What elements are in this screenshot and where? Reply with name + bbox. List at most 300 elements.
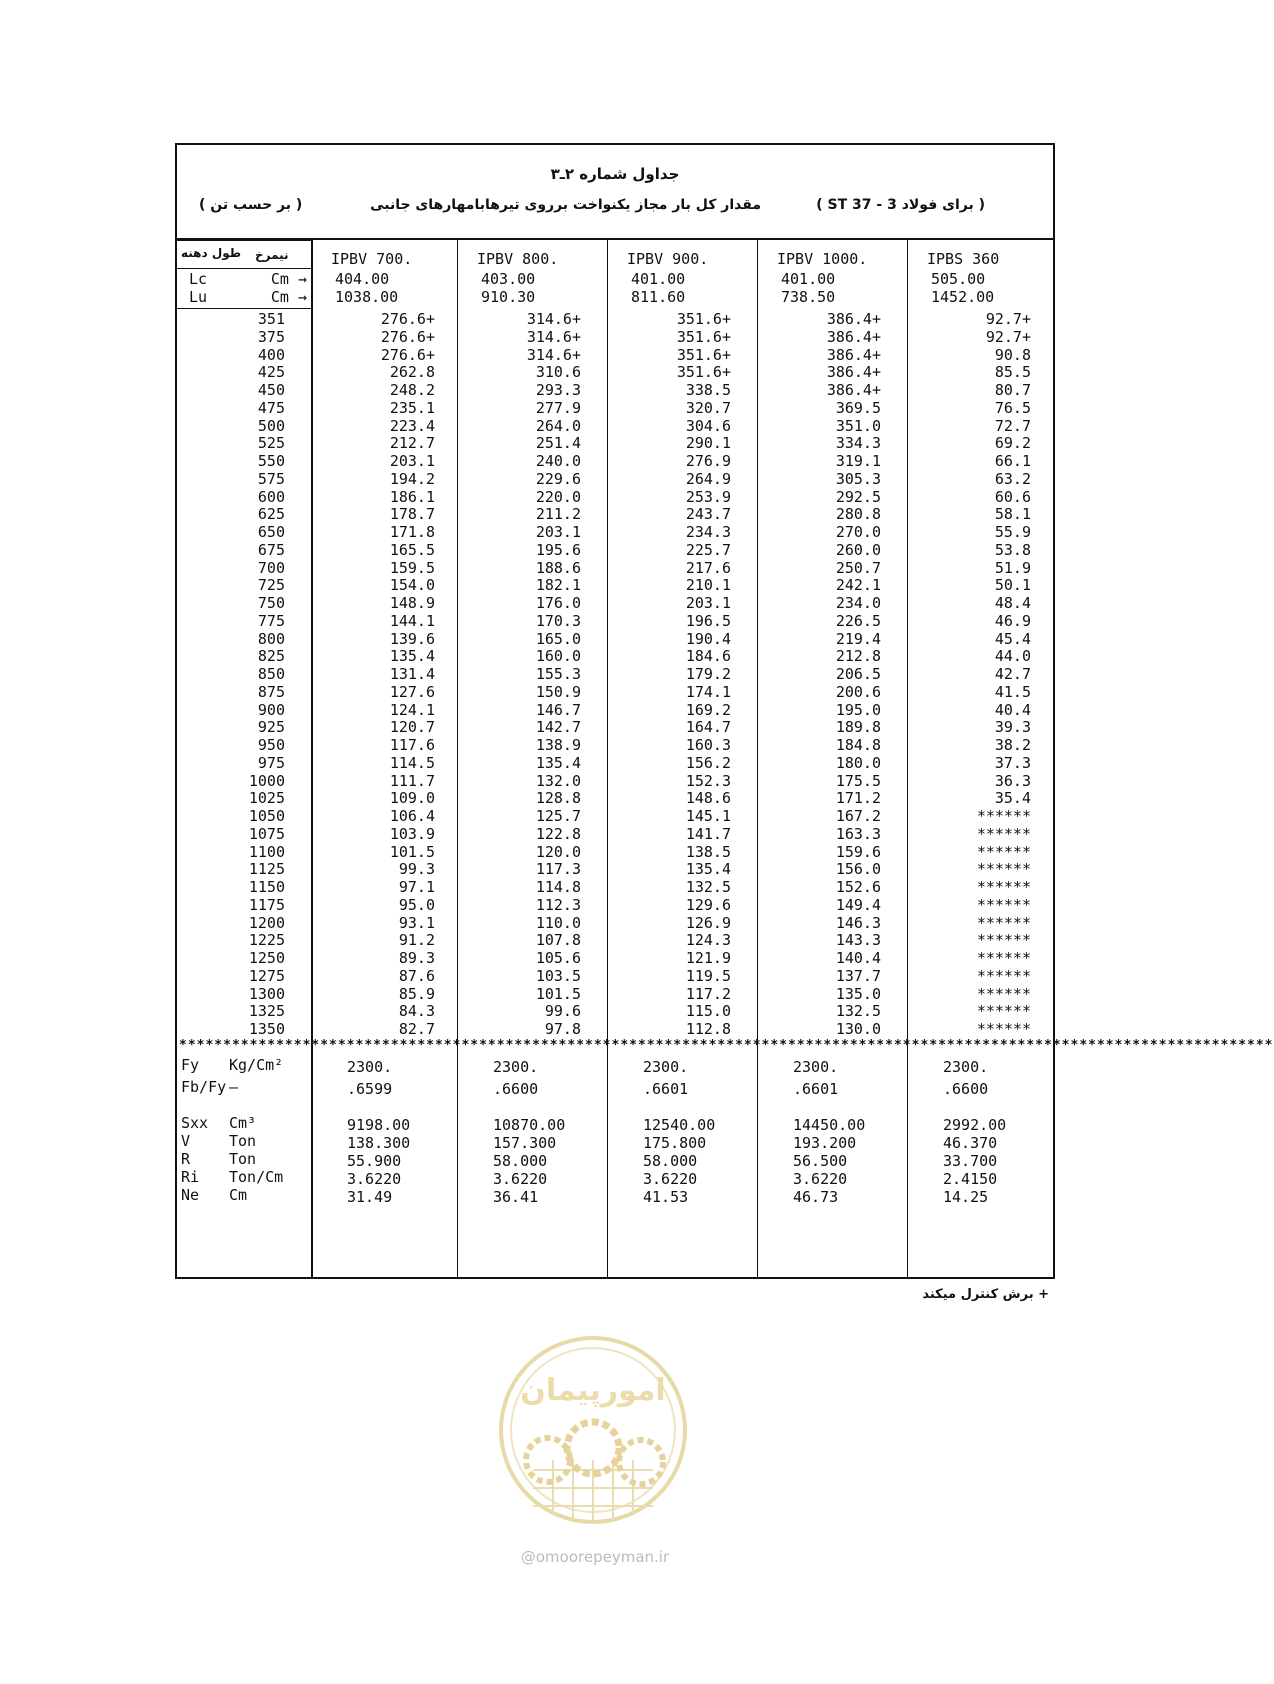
table-cell: 48.4 bbox=[994, 594, 1031, 612]
table-cell: 85.9 bbox=[398, 984, 435, 1003]
table-cell: 40.4 bbox=[994, 700, 1031, 719]
table-cell: 229.6 bbox=[535, 469, 581, 488]
table-cell: 310.6 bbox=[535, 363, 581, 382]
table-cell: 235.1 bbox=[389, 398, 435, 417]
table-cell: 146.7 bbox=[535, 700, 581, 719]
profile-label: نیمرخ bbox=[255, 248, 289, 262]
table-cell: 112.3 bbox=[535, 895, 581, 914]
table-cell: 243.7 bbox=[685, 505, 731, 524]
table-cell: 314.6+ bbox=[526, 345, 581, 364]
table-cell: 186.1 bbox=[389, 487, 435, 506]
span-length: 1000 bbox=[248, 771, 285, 790]
table-cell: 97.1 bbox=[398, 878, 435, 896]
table-cell: 84.3 bbox=[398, 1002, 435, 1021]
property-value: 3.6220 bbox=[793, 1169, 848, 1188]
table-cell: 160.0 bbox=[535, 647, 581, 666]
section-row-label: Lc bbox=[189, 270, 208, 288]
table-cell: 156.0 bbox=[835, 860, 881, 879]
lu-value: 811.60 bbox=[631, 288, 686, 306]
table-cell: 163.3 bbox=[835, 824, 881, 843]
table-cell: 276.6+ bbox=[380, 327, 435, 346]
lc-value: 401.00 bbox=[781, 270, 836, 288]
property-value: 55.900 bbox=[347, 1151, 402, 1170]
table-cell: 90.8 bbox=[994, 345, 1031, 364]
span-length: 650 bbox=[257, 523, 285, 541]
column-header: IPBV 900. bbox=[627, 250, 709, 268]
property-label: Sxx bbox=[181, 1113, 209, 1132]
table-cell: 58.1 bbox=[994, 505, 1031, 524]
property-value: .6601 bbox=[643, 1079, 689, 1098]
table-cell: 39.3 bbox=[994, 718, 1031, 737]
property-label: Ne bbox=[181, 1185, 200, 1204]
span-length: 975 bbox=[257, 753, 285, 772]
table-cell: ****** bbox=[976, 842, 1031, 861]
table-cell: 194.2 bbox=[389, 469, 435, 488]
load-table bbox=[177, 240, 1274, 1277]
table-cell: 142.7 bbox=[535, 718, 581, 737]
table-cell: 95.0 bbox=[398, 895, 435, 914]
property-value: 2992.00 bbox=[943, 1115, 1007, 1134]
table-cell: 99.6 bbox=[544, 1002, 581, 1021]
table-cell: 156.2 bbox=[685, 753, 731, 772]
property-unit: Ton/Cm bbox=[229, 1167, 284, 1186]
table-cell: 292.5 bbox=[835, 487, 881, 506]
table-cell: 240.0 bbox=[535, 452, 581, 470]
table-cell: 51.9 bbox=[994, 558, 1031, 577]
table-cell: 175.5 bbox=[835, 771, 881, 790]
table-cell: 195.0 bbox=[835, 700, 881, 719]
span-length: 425 bbox=[257, 363, 285, 382]
table-cell: ****** bbox=[976, 807, 1031, 825]
table-cell: 250.7 bbox=[835, 558, 881, 577]
lc-value: 505.00 bbox=[931, 270, 986, 288]
span-length-label: طول دهنه bbox=[181, 246, 242, 260]
table-cell: 386.4+ bbox=[826, 381, 881, 399]
property-value: 138.300 bbox=[347, 1133, 411, 1152]
divider bbox=[177, 268, 311, 269]
table-cell: 170.3 bbox=[535, 611, 581, 630]
divider bbox=[907, 240, 908, 1277]
table-cell: 351.6+ bbox=[676, 345, 731, 364]
table-cell: 319.1 bbox=[835, 452, 881, 470]
table-cell: 41.5 bbox=[994, 682, 1031, 701]
table-cell: 182.1 bbox=[535, 576, 581, 595]
table-title: جداول شماره ۲ـ۳ bbox=[550, 165, 680, 183]
table-cell: 140.4 bbox=[835, 949, 881, 967]
table-cell: ****** bbox=[976, 860, 1031, 879]
column-header: IPBV 800. bbox=[477, 250, 559, 268]
table-cell: 117.3 bbox=[535, 860, 581, 879]
table-cell: 220.0 bbox=[535, 487, 581, 506]
table-cell: 386.4+ bbox=[826, 310, 881, 328]
table-cell: 137.7 bbox=[835, 966, 881, 985]
lu-value: 1452.00 bbox=[931, 288, 995, 306]
table-cell: 304.6 bbox=[685, 416, 731, 435]
table-cell: 76.5 bbox=[994, 398, 1031, 417]
table-cell: 200.6 bbox=[835, 682, 881, 701]
table-cell: 195.6 bbox=[535, 540, 581, 559]
table-cell: 386.4+ bbox=[826, 363, 881, 382]
span-length: 1150 bbox=[248, 878, 285, 896]
svg-text:امورپیمان: امورپیمان bbox=[520, 1373, 666, 1408]
table-cell: 262.8 bbox=[389, 363, 435, 382]
table-cell: 188.6 bbox=[535, 558, 581, 577]
table-cell: 143.3 bbox=[835, 931, 881, 950]
table-cell: 138.9 bbox=[535, 736, 581, 754]
table-cell: 234.3 bbox=[685, 523, 731, 541]
table-cell: 92.7+ bbox=[985, 327, 1031, 346]
table-cell: 139.6 bbox=[389, 629, 435, 648]
shear-footnote: + برش کنترل میکند bbox=[922, 1287, 1049, 1302]
property-value: 2300. bbox=[643, 1057, 689, 1076]
section-row-unit: Cm → bbox=[270, 288, 307, 306]
table-cell: 334.3 bbox=[835, 434, 881, 453]
table-cell: 103.5 bbox=[535, 966, 581, 985]
table-cell: 212.8 bbox=[835, 647, 881, 666]
table-cell: 121.9 bbox=[685, 949, 731, 967]
table-cell: 146.3 bbox=[835, 913, 881, 932]
span-length: 1250 bbox=[248, 949, 285, 967]
table-cell: 171.8 bbox=[389, 523, 435, 541]
table-cell: 155.3 bbox=[535, 665, 581, 683]
span-length: 400 bbox=[257, 345, 285, 364]
table-cell: 42.7 bbox=[994, 665, 1031, 683]
property-label: Fb/Fy bbox=[181, 1077, 227, 1096]
span-length: 850 bbox=[257, 665, 285, 683]
span-length: 800 bbox=[257, 629, 285, 648]
table-cell: 351.6+ bbox=[676, 310, 731, 328]
table-cell: 106.4 bbox=[389, 807, 435, 825]
span-length: 351 bbox=[257, 310, 285, 328]
table-cell: ****** bbox=[976, 1002, 1031, 1021]
property-value: 2300. bbox=[793, 1057, 839, 1076]
span-length: 1300 bbox=[248, 984, 285, 1003]
span-length: 525 bbox=[257, 434, 285, 453]
table-cell: 135.4 bbox=[389, 647, 435, 666]
span-length: 725 bbox=[257, 576, 285, 595]
divider bbox=[607, 240, 608, 1277]
table-cell: 85.5 bbox=[994, 363, 1031, 382]
table-cell: 369.5 bbox=[835, 398, 881, 417]
property-value: 33.700 bbox=[943, 1151, 998, 1170]
table-cell: 148.9 bbox=[389, 594, 435, 612]
table-cell: 276.6+ bbox=[380, 345, 435, 364]
table-cell: 320.7 bbox=[685, 398, 731, 417]
property-value: 31.49 bbox=[347, 1187, 393, 1206]
table-cell: 178.7 bbox=[389, 505, 435, 524]
table-cell: 130.0 bbox=[835, 1020, 881, 1038]
table-frame bbox=[175, 143, 1274, 1279]
property-unit: Cm³ bbox=[229, 1113, 257, 1132]
table-cell: 165.0 bbox=[535, 629, 581, 648]
table-cell: 219.4 bbox=[835, 629, 881, 648]
table-cell: 171.2 bbox=[835, 789, 881, 808]
property-value: 2300. bbox=[347, 1057, 393, 1076]
span-length: 925 bbox=[257, 718, 285, 737]
span-length: 775 bbox=[257, 611, 285, 630]
table-cell: 126.9 bbox=[685, 913, 731, 932]
lc-value: 404.00 bbox=[335, 270, 390, 288]
table-cell: 109.0 bbox=[389, 789, 435, 808]
property-value: .6601 bbox=[793, 1079, 839, 1098]
span-length: 1050 bbox=[248, 807, 285, 825]
table-cell: 93.1 bbox=[398, 913, 435, 932]
table-cell: 111.7 bbox=[389, 771, 435, 790]
table-cell: 120.7 bbox=[389, 718, 435, 737]
table-cell: 115.0 bbox=[685, 1002, 731, 1021]
property-value: 2300. bbox=[943, 1057, 989, 1076]
table-cell: 55.9 bbox=[994, 523, 1031, 541]
table-cell: 280.8 bbox=[835, 505, 881, 524]
property-value: 12540.00 bbox=[643, 1115, 716, 1134]
table-cell: 351.6+ bbox=[676, 363, 731, 382]
span-length: 600 bbox=[257, 487, 285, 506]
table-cell: 190.4 bbox=[685, 629, 731, 648]
table-cell: 87.6 bbox=[398, 966, 435, 985]
table-cell: 217.6 bbox=[685, 558, 731, 577]
table-cell: 35.4 bbox=[994, 789, 1031, 808]
span-length: 475 bbox=[257, 398, 285, 417]
table-cell: 66.1 bbox=[994, 452, 1031, 470]
table-cell: 36.3 bbox=[994, 771, 1031, 790]
property-value: 9198.00 bbox=[347, 1115, 411, 1134]
table-cell: 210.1 bbox=[685, 576, 731, 595]
section-row-unit: Cm → bbox=[270, 270, 307, 288]
table-cell: 165.5 bbox=[389, 540, 435, 559]
divider bbox=[177, 308, 311, 309]
divider bbox=[177, 240, 311, 241]
table-cell: 148.6 bbox=[685, 789, 731, 808]
table-cell: 99.3 bbox=[398, 860, 435, 879]
property-value: 193.200 bbox=[793, 1133, 857, 1152]
table-cell: 260.0 bbox=[835, 540, 881, 559]
table-cell: 386.4+ bbox=[826, 327, 881, 346]
table-cell: 351.0 bbox=[835, 416, 881, 435]
table-cell: 135.4 bbox=[535, 753, 581, 772]
property-value: 58.000 bbox=[643, 1151, 698, 1170]
table-cell: 290.1 bbox=[685, 434, 731, 453]
table-cell: 103.9 bbox=[389, 824, 435, 843]
lu-value: 1038.00 bbox=[335, 288, 399, 306]
table-cell: 203.1 bbox=[389, 452, 435, 470]
property-value: 157.300 bbox=[493, 1133, 557, 1152]
table-cell: 253.9 bbox=[685, 487, 731, 506]
property-label: Ri bbox=[181, 1167, 200, 1186]
table-cell: 184.8 bbox=[835, 736, 881, 754]
table-cell: 189.8 bbox=[835, 718, 881, 737]
span-length: 1100 bbox=[248, 842, 285, 861]
property-value: 46.370 bbox=[943, 1133, 998, 1152]
table-cell: 135.4 bbox=[685, 860, 731, 879]
table-cell: 160.3 bbox=[685, 736, 731, 754]
property-value: 56.500 bbox=[793, 1151, 848, 1170]
table-cell: 128.8 bbox=[535, 789, 581, 808]
span-length: 675 bbox=[257, 540, 285, 559]
property-value: 2.4150 bbox=[943, 1169, 998, 1188]
table-cell: 80.7 bbox=[994, 381, 1031, 399]
span-length: 900 bbox=[257, 700, 285, 719]
table-cell: 132.0 bbox=[535, 771, 581, 790]
table-cell: 251.4 bbox=[535, 434, 581, 453]
span-length: 1125 bbox=[248, 860, 285, 879]
table-cell: 159.5 bbox=[389, 558, 435, 577]
property-value: 3.6220 bbox=[643, 1169, 698, 1188]
table-cell: 50.1 bbox=[994, 576, 1031, 595]
property-value: 3.6220 bbox=[347, 1169, 402, 1188]
table-cell: 179.2 bbox=[685, 665, 731, 683]
table-cell: 60.6 bbox=[994, 487, 1031, 506]
table-cell: 107.8 bbox=[535, 931, 581, 950]
table-cell: 225.7 bbox=[685, 540, 731, 559]
table-cell: 44.0 bbox=[994, 647, 1031, 666]
table-cell: 112.8 bbox=[685, 1020, 731, 1038]
table-cell: 212.7 bbox=[389, 434, 435, 453]
table-cell: 125.7 bbox=[535, 807, 581, 825]
table-cell: 264.0 bbox=[535, 416, 581, 435]
table-cell: 248.2 bbox=[389, 381, 435, 399]
table-cell: 132.5 bbox=[685, 878, 731, 896]
table-cell: 46.9 bbox=[994, 611, 1031, 630]
property-unit: Ton bbox=[229, 1149, 257, 1168]
table-cell: 314.6+ bbox=[526, 327, 581, 346]
watermark-text: @omoorepeyman.ir bbox=[520, 1548, 670, 1566]
divider bbox=[757, 240, 758, 1277]
span-length: 1025 bbox=[248, 789, 285, 808]
table-cell: 129.6 bbox=[685, 895, 731, 914]
table-cell: 91.2 bbox=[398, 931, 435, 950]
table-cell: 176.0 bbox=[535, 594, 581, 612]
property-value: .6599 bbox=[347, 1079, 393, 1098]
table-cell: 110.0 bbox=[535, 913, 581, 932]
table-cell: 276.9 bbox=[685, 452, 731, 470]
table-cell: ****** bbox=[976, 913, 1031, 932]
section-row-label: Lu bbox=[189, 288, 208, 306]
property-value: 58.000 bbox=[493, 1151, 548, 1170]
table-cell: 92.7+ bbox=[985, 310, 1031, 328]
table-cell: 159.6 bbox=[835, 842, 881, 861]
table-cell: 154.0 bbox=[389, 576, 435, 595]
property-unit: Kg/Cm² bbox=[229, 1055, 284, 1074]
table-cell: 114.5 bbox=[389, 753, 435, 772]
lu-value: 738.50 bbox=[781, 288, 836, 306]
table-cell: 119.5 bbox=[685, 966, 731, 985]
column-header: IPBS 360 bbox=[927, 250, 1000, 268]
lc-value: 403.00 bbox=[481, 270, 536, 288]
property-value: .6600 bbox=[493, 1079, 539, 1098]
table-cell: 276.6+ bbox=[380, 310, 435, 328]
span-length: 550 bbox=[257, 452, 285, 470]
column-header: IPBV 700. bbox=[331, 250, 413, 268]
table-cell: 180.0 bbox=[835, 753, 881, 772]
table-cell: 174.1 bbox=[685, 682, 731, 701]
divider bbox=[457, 240, 458, 1277]
property-value: 10870.00 bbox=[493, 1115, 566, 1134]
table-cell: 124.3 bbox=[685, 931, 731, 950]
table-cell: 53.8 bbox=[994, 540, 1031, 559]
table-cell: 226.5 bbox=[835, 611, 881, 630]
table-cell: 114.8 bbox=[535, 878, 581, 896]
table-cell: 37.3 bbox=[994, 753, 1031, 772]
span-length: 625 bbox=[257, 505, 285, 524]
table-cell: 277.9 bbox=[535, 398, 581, 417]
span-length: 1075 bbox=[248, 824, 285, 843]
table-header bbox=[177, 145, 1053, 240]
table-cell: ****** bbox=[976, 1020, 1031, 1038]
table-cell: 169.2 bbox=[685, 700, 731, 719]
table-cell: 135.0 bbox=[835, 984, 881, 1003]
table-cell: 145.1 bbox=[685, 807, 731, 825]
property-unit: Cm bbox=[229, 1185, 248, 1204]
table-cell: 386.4+ bbox=[826, 345, 881, 364]
table-cell: 305.3 bbox=[835, 469, 881, 488]
table-cell: 196.5 bbox=[685, 611, 731, 630]
table-cell: 211.2 bbox=[535, 505, 581, 524]
unit-note: ( بر حسب تن ) bbox=[199, 197, 303, 213]
table-cell: ****** bbox=[976, 984, 1031, 1003]
span-length: 450 bbox=[257, 381, 285, 399]
table-cell: 63.2 bbox=[994, 469, 1031, 488]
table-cell: 141.7 bbox=[685, 824, 731, 843]
table-cell: 293.3 bbox=[535, 381, 581, 399]
property-unit: Ton bbox=[229, 1131, 257, 1150]
span-length: 375 bbox=[257, 327, 285, 346]
lu-value: 910.30 bbox=[481, 288, 536, 306]
table-cell: 351.6+ bbox=[676, 327, 731, 346]
span-length: 950 bbox=[257, 736, 285, 754]
table-cell: 122.8 bbox=[535, 824, 581, 843]
property-value: 41.53 bbox=[643, 1187, 689, 1206]
property-label: R bbox=[181, 1149, 191, 1168]
lc-value: 401.00 bbox=[631, 270, 686, 288]
table-cell: 38.2 bbox=[994, 736, 1031, 754]
asterisk-separator: **************************************************************************************************************************** bbox=[179, 1037, 1274, 1053]
table-cell: 138.5 bbox=[685, 842, 731, 861]
property-value: 14.25 bbox=[943, 1187, 989, 1206]
span-length: 1275 bbox=[248, 966, 285, 985]
property-value: 3.6220 bbox=[493, 1169, 548, 1188]
table-cell: 234.0 bbox=[835, 594, 881, 612]
span-length: 825 bbox=[257, 647, 285, 666]
span-length: 1350 bbox=[248, 1020, 285, 1038]
table-cell: 264.9 bbox=[685, 469, 731, 488]
table-cell: 144.1 bbox=[389, 611, 435, 630]
table-cell: 82.7 bbox=[398, 1020, 435, 1038]
table-cell: ****** bbox=[976, 949, 1031, 967]
span-length: 750 bbox=[257, 594, 285, 612]
table-cell: 101.5 bbox=[535, 984, 581, 1003]
table-cell: 149.4 bbox=[835, 895, 881, 914]
property-value: 36.41 bbox=[493, 1187, 539, 1206]
table-cell: 206.5 bbox=[835, 665, 881, 683]
table-cell: 117.2 bbox=[685, 984, 731, 1003]
span-length: 1175 bbox=[248, 895, 285, 914]
property-value: 175.800 bbox=[643, 1133, 707, 1152]
span-length: 875 bbox=[257, 682, 285, 701]
property-label: Fy bbox=[181, 1055, 200, 1074]
table-cell: 89.3 bbox=[398, 949, 435, 967]
table-cell: 131.4 bbox=[389, 665, 435, 683]
table-cell: 120.0 bbox=[535, 842, 581, 861]
table-cell: 203.1 bbox=[535, 523, 581, 541]
property-value: 46.73 bbox=[793, 1187, 839, 1206]
table-cell: 152.6 bbox=[835, 878, 881, 896]
span-length: 1225 bbox=[248, 931, 285, 950]
span-length: 500 bbox=[257, 416, 285, 435]
table-cell: 45.4 bbox=[994, 629, 1031, 648]
steel-grade: ( برای فولاد ST 37 - 3 ) bbox=[816, 197, 985, 213]
span-length: 1325 bbox=[248, 1002, 285, 1021]
property-value: 2300. bbox=[493, 1057, 539, 1076]
